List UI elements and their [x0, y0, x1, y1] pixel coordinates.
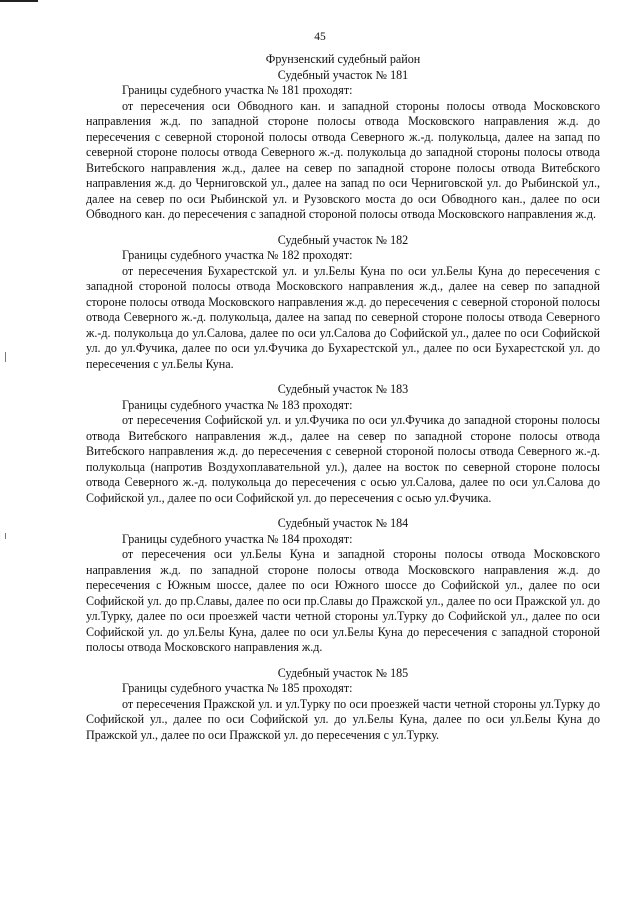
district-title: Фрунзенский судебный район — [265, 52, 421, 66]
section-intro: Границы судебного участка № 181 проходят: — [122, 83, 353, 97]
section-text: от пересечения оси Обводного кан. и западной стороны полосы отвода Московского направления ж.д. по западной стороне полосы отвода Московского направления ж.д. до пересечения с северной стороной полосы отвода Северного ж.-д. полукольца, далее на запад по северной стороне полосы отвода Северного ж.-д. полукольца до западной стороны полосы отвода Витебского направления ж.д., далее на север по западной стороне полосы отвода Витебского направления ж.д. до Черниговской ул., далее на запад по оси Черниговской ул. до Рыбинской ул., далее на север по оси Рыбинской ул. и Рузовского моста до оси Обводного кан., далее по оси Обводного кан. до пересечения с западной стороной полосы отвода Московского направления ж.д. — [86, 98, 600, 221]
section-185 — [86, 666, 600, 744]
section-text: от пересечения Софийской ул. и ул.Фучика по оси ул.Фучика до западной стороны полосы отвода Витебского направления ж.д., далее на север по западной стороне полосы отвода Витебского направления ж.д. до пересечения с северной стороной полосы отвода Северного ж.-д. полукольца (напротив Воздухоплавательной ул.), далее на восток по северной стороне полосы отвода Северного ж.-д. полукольца до пересечения с осью ул.Салова, далее по оси ул.Салова до Софийской ул., далее по оси Софийской ул. до пересечения с осью ул.Фучика. — [86, 413, 600, 505]
section-intro: Границы судебного участка № 185 проходят: — [122, 681, 353, 695]
section-title: Судебный участок № 183 — [277, 382, 409, 396]
scan-speck — [5, 533, 6, 539]
section-183 — [86, 382, 600, 506]
section-title: Судебный участок № 185 — [277, 665, 409, 680]
section-181 — [86, 68, 600, 223]
section-text: от пересечения Бухарестской ул. и ул.Белы Куна по оси ул.Белы Куна до пересечения с западной стороной полосы отвода Московского направления ж.д., далее на север по западной стороне полосы отвода Московского направления ж.д. до пересечения с северной стороной полосы отвода Северного ж.-д. полукольца, далее на запад по северной стороне полосы отвода Северного ж.-д. полукольца до ул.Салова, далее по оси ул.Салова до Софийской ул., далее по оси Софийской ул. до ул.Фучика, далее по оси ул.Фучика до Бухарестской ул., далее по оси Бухарестской ул. до пересечения с ул.Белы Куна. — [86, 263, 600, 371]
section-184 — [86, 516, 600, 656]
section-182 — [86, 233, 600, 373]
section-text: от пересечения Пражской ул. и ул.Турку по оси проезжей части четной стороны ул.Турку до Софийской ул., далее по оси Софийской ул. до ул.Белы Куна, далее по оси ул.Белы Куна до Пражской ул., далее по оси Пражской ул. до пересечения с ул.Турку. — [86, 696, 600, 742]
section-title: Судебный участок № 182 — [277, 232, 409, 247]
section-title: Судебный участок № 181 — [277, 67, 409, 82]
section-title: Судебный участок № 184 — [277, 516, 409, 530]
document-body — [86, 52, 600, 753]
section-intro: Границы судебного участка № 182 проходят: — [122, 248, 353, 262]
scan-speck — [5, 352, 6, 362]
section-text: от пересечения оси ул.Белы Куна и западной стороны полосы отвода Московского направления ж.д. по западной стороне полосы отвода Московского направления ж.д. до пересечения с Южным шоссе, далее по оси Южного шоссе до Софийской ул., далее по оси Софийской ул. до пр.Славы, далее по оси пр.Славы до Пражской ул., далее по оси Пражской ул. до ул.Турку, далее по оси проезжей части четной стороны ул.Турку до Софийской ул., далее по оси Софийской ул. до ул.Белы Куна, далее по оси ул.Белы Куна до пересечения с западной стороной полосы отвода Московского направления ж.д. — [86, 547, 600, 654]
section-intro: Границы судебного участка № 183 проходят: — [122, 397, 353, 412]
page-number: 45 — [314, 31, 326, 43]
scan-corner-mark — [0, 0, 38, 2]
section-intro: Границы судебного участка № 184 проходят: — [122, 531, 353, 546]
